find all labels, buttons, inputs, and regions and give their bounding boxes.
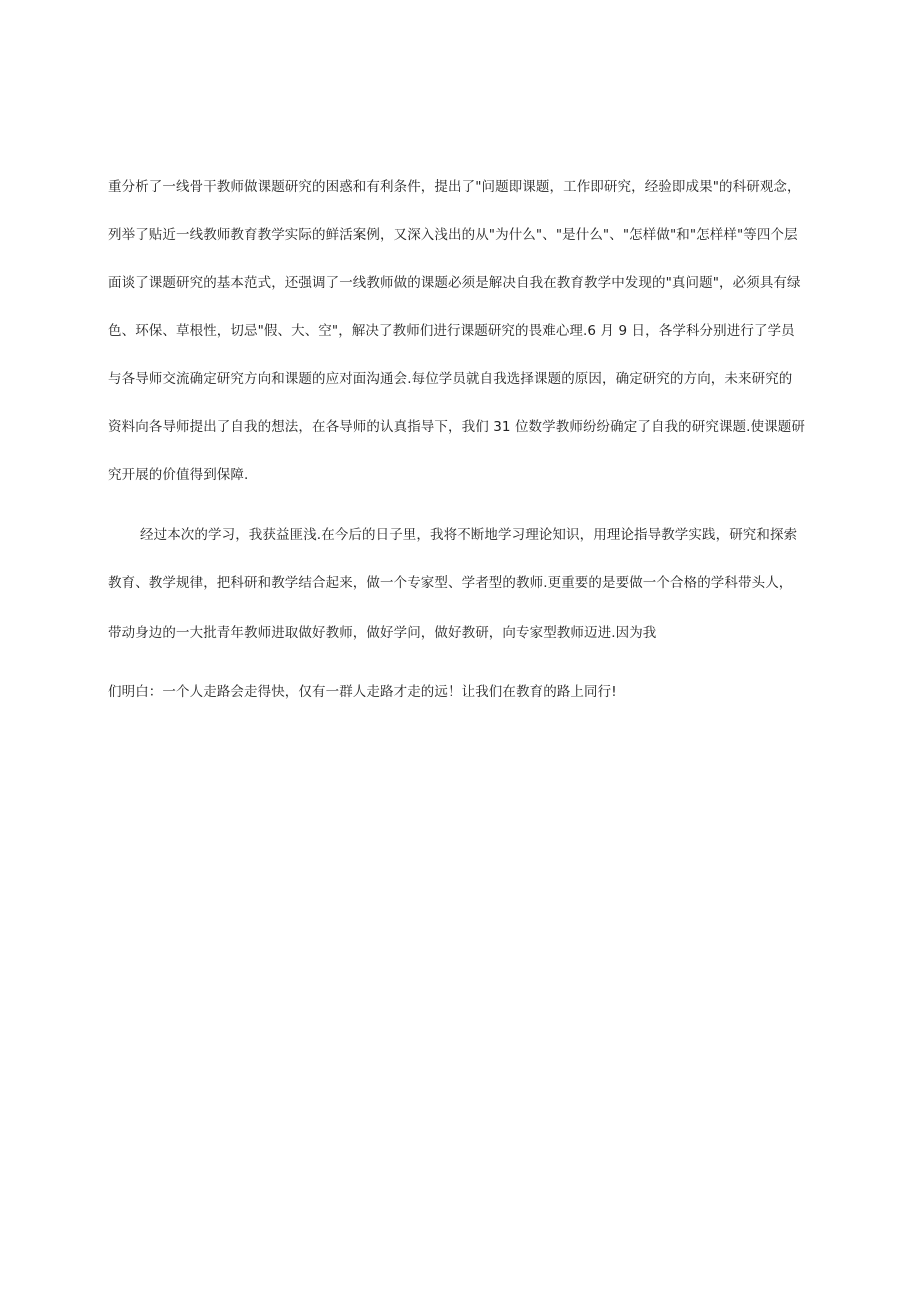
text-line: 色、环保、草根性，切忌"假、大、空"，解决了教师们进行课题研究的畏难心理.6 月 9 日，各学科分别进行了学员 xyxy=(108,323,795,339)
text-line: 重分析了一线骨干教师做课题研究的困惑和有利条件，提出了"问题即课题，工作即研究，经验即成果"的科研观念， xyxy=(108,179,801,195)
text-line: 与各导师交流确定研究方向和课题的应对面沟通会.每位学员就自我选择课题的原因，确定研究的方向，未来研究的 xyxy=(108,371,793,387)
text-line: 面谈了课题研究的基本范式，还强调了一线教师做的课题必须是解决自我在教育教学中发现的"真问题"，必须具有绿 xyxy=(108,275,801,291)
text-line: 教育、教学规律，把科研和教学结合起来，做一个专家型、学者型的教师.更重要的是要做一个合格的学科带头人， xyxy=(108,575,793,591)
text-line: 经过本次的学习，我获益匪浅.在今后的日子里，我将不断地学习理论知识，用理论指导教学实践，研究和探索 xyxy=(140,527,798,543)
text-line: 究开展的价值得到保障. xyxy=(108,467,249,483)
text-line: 们明白：一个人走路会走得快，仅有一群人走路才走的远！让我们在教育的路上同行! xyxy=(108,684,617,700)
text-line: 资料向各导师提出了自我的想法，在各导师的认真指导下，我们 31 位数学教师纷纷确定了自我的研究课题.使课题研 xyxy=(108,419,805,435)
text-line: 带动身边的一大批青年教师进取做好教师，做好学问，做好教研，向专家型教师迈进.因为我 xyxy=(108,625,657,641)
text-line: 列举了贴近一线教师教育教学实际的鲜活案例，又深入浅出的从"为什么"、"是什么"、"怎样做"和"怎样样"等四个层 xyxy=(108,227,798,243)
